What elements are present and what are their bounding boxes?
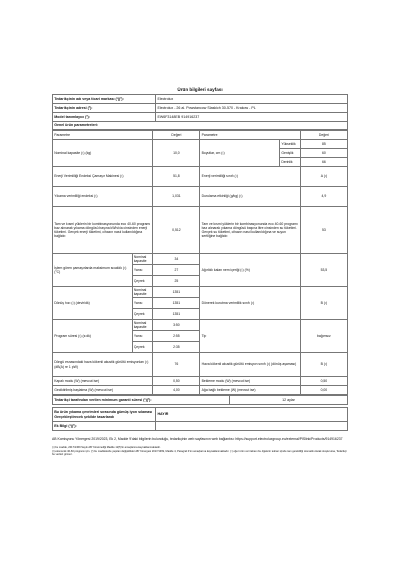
general-params-title: Genel ürün parametreleri:	[53, 122, 348, 130]
rinsing-effectiveness-label: Durulama etkinliği (g/kg) (¹)	[200, 187, 300, 207]
networked-standby-label: Ağa bağlı bekleme (W) (mevcut ise)	[200, 386, 300, 395]
eei-label: Enerji Verimliliği Endeksi Çamaşır Makinesi (¹)	[53, 167, 153, 187]
depth-value: 66	[300, 158, 347, 167]
col-value-left: Değeri	[153, 131, 200, 140]
footnote-1: (¹) bu madde, 2017/1369 Sayılı AB Yönetmeliği Madde 12(5)'in amaçlarına kaynaklanmaktadır.	[52, 446, 161, 450]
washing-efficiency-label: Yıkama verimliliği endeksi (¹)	[53, 187, 153, 207]
dimensions-label: Boyutlar, cm (¹)	[200, 140, 280, 167]
spin-half-value: 1351	[153, 298, 200, 309]
energy-consumption-label: Tam ve kısmi yüklerin bir kombinasyonunda eco 40-60 programı baz alınarak yıkama döngüsü başına kWh/cia cinsinden enerji tüketimi. Gerçek enerji tüketimi, cihazın nasıl kullanıldığına bağlıdır.	[53, 207, 153, 254]
col-param-left: Parametre	[53, 131, 153, 140]
program-duration-label: Program süresi (¹) (s:dk)	[53, 320, 133, 353]
parameter-table	[52, 130, 348, 395]
guarantee-value: 12 aylar	[230, 396, 348, 405]
silver-ion-label: Bu ürün yıkama çevrimleri sırasında gümüş iyon sılaması Gerçekleştirecek şekilde tasarlandı	[53, 408, 156, 422]
standby-value: 0,50	[300, 377, 347, 386]
moisture-label: Ağırlıklı kalan nem içeriği (¹) (%)	[200, 254, 300, 287]
spin-nominal-value: 1351	[153, 287, 200, 298]
height-label: Yükseklik	[280, 140, 301, 149]
water-consumption-label: Tam ve kısmi yüklerin bir kombinasyonunda eco 40-60 programı baz alınarak yıkama döngüsü başına litre cinsinden su tüketimi. Gerçek su tüketimi, cihazın nasıl kullanıldığına ve suyun sertliğine bağlıdır.	[200, 207, 300, 254]
energy-class-value: A (¹)	[300, 167, 347, 187]
duration-nominal-label: Nominal kapasite	[132, 320, 153, 331]
spin-quarter-value: 1351	[153, 309, 200, 320]
temp-quarter-value: 25	[153, 276, 200, 287]
duration-quarter-value: 2:35	[153, 342, 200, 353]
washing-efficiency-value: 1,031	[153, 187, 200, 207]
standby-label: Bekleme modu (W) (mevcut ise)	[200, 377, 300, 386]
max-temperature-label: İşlem gören çamaşırlarda maksimum sıcaklık (¹) (°C)	[53, 254, 133, 287]
spin-quarter-label: Çeyrek	[132, 309, 153, 320]
networked-standby-value: 0,00	[300, 386, 347, 395]
supplier-address-label: Tedarikçinin adresi (²):	[53, 104, 156, 113]
spin-half-label: Yarısı	[132, 298, 153, 309]
drying-table	[52, 407, 348, 431]
off-mode-value: 0,50	[153, 377, 200, 386]
product-info-sheet	[52, 85, 348, 456]
footnote-2: (²) ekonomik 40-60 programı için. (³) bu maddelerde yapılan değişiklikler AB Yönergesi 2017/1369, Madde 4, Paragraf 4'ün amaçlarına kaynaklanmaktadır. (⁴) eğer ürün veri tabanı bu öğelerin tekrarı içinde tam gerekliliği otomatik olarak oluşturursa, Tedarikçi bu verileri girmez.	[52, 449, 347, 456]
footnotes	[52, 446, 348, 456]
spin-class-label: Dönerek kurutma verimlilik sınıfı (¹)	[200, 287, 300, 320]
guarantee-label: Tedarikçi tarafından verilen minimum garanti süresi (¹)(²):	[53, 396, 230, 405]
model-identifier-value: EW6F3148EB 914916237	[156, 113, 348, 122]
supplier-address-value: Electrolux - 26 al. Powstancow Slaskich 30-570 - Krakow - PL	[156, 104, 348, 113]
delay-start-label: Geciktirilmiş başlatma (W) (mevcut ise)	[53, 386, 153, 395]
extra-info-value	[156, 422, 348, 431]
model-identifier-label: Model tanımlayıcı (²):	[53, 113, 156, 122]
duration-half-value: 2:55	[153, 331, 200, 342]
energy-class-label: Enerji verimliliği sınıfı (¹)	[200, 167, 300, 187]
col-param-right: Parametre	[200, 131, 300, 140]
silver-ion-value: HAYIR	[156, 408, 348, 422]
width-value: 60	[300, 149, 347, 158]
supplier-table	[52, 94, 348, 130]
off-mode-label: Kapalı modu (W) (mevcut ise)	[53, 377, 153, 386]
temp-nominal-value: 34	[153, 254, 200, 265]
temp-quarter-label: Çeyrek	[132, 276, 153, 287]
extra-info-label: Ek Bilgi (¹)(²):	[53, 422, 156, 431]
supplier-name-label: Tedarikçinin adı veya ticari markası (¹)(²):	[53, 95, 156, 104]
spin-class-value: B (¹)	[300, 287, 347, 320]
delay-start-value: 4,00	[153, 386, 200, 395]
duration-half-label: Yarısı	[132, 331, 153, 342]
rinsing-effectiveness-value: 4,9	[300, 187, 347, 207]
regulation-text: AB Komisyonu Yönergesi 2019/2023, Ek 2, Madde 9'daki bilgilerin bulunduğu, tedarikçinin web sayfasının web bağlantısı: https://support.electroluxgroup.eu/external/PISlink/Products/914916237	[52, 437, 343, 441]
depth-label: Derinlik	[280, 158, 301, 167]
noise-emission-value: 76	[153, 353, 200, 377]
width-label: Genişlik	[280, 149, 301, 158]
water-consumption-value: 53	[300, 207, 347, 254]
height-value: 85	[300, 140, 347, 149]
moisture-value: 53,5	[300, 254, 347, 287]
energy-consumption-value: 0,512	[153, 207, 200, 254]
spin-speed-label: Dönüş hızı (¹) (devir/dk)	[53, 287, 133, 320]
extra-table	[52, 395, 348, 405]
type-label: Tip	[200, 320, 300, 353]
nominal-capacity-label: Nominal kapasite (¹) (kg)	[53, 140, 153, 167]
nominal-capacity-value: 10,0	[153, 140, 200, 167]
duration-quarter-label: Çeyrek	[132, 342, 153, 353]
temp-half-value: 27	[153, 265, 200, 276]
sheet-title: Ürün bilgileri sayfası	[177, 87, 223, 92]
eei-value: 51,8	[153, 167, 200, 187]
supplier-name-value: Electrolux	[156, 95, 348, 104]
noise-class-value: B (¹)	[300, 353, 347, 377]
spin-nominal-label: Nominal kapasite	[132, 287, 153, 298]
type-value: bağımsız	[300, 320, 347, 353]
col-value-right: Değeri	[300, 131, 347, 140]
temp-half-label: Yarısı	[132, 265, 153, 276]
noise-emission-label: Döngü esnasındaki hava kökenli akustik gürültü emisyonları (¹) (dB(A) re 1 pW)	[53, 353, 153, 377]
temp-nominal-label: Nominal kapasite	[132, 254, 153, 265]
duration-nominal-value: 3:50	[153, 320, 200, 331]
noise-class-label: Hava kökenli akustik gürültü emisyon sınıfı (¹) (dönüş aşaması)	[200, 353, 300, 377]
